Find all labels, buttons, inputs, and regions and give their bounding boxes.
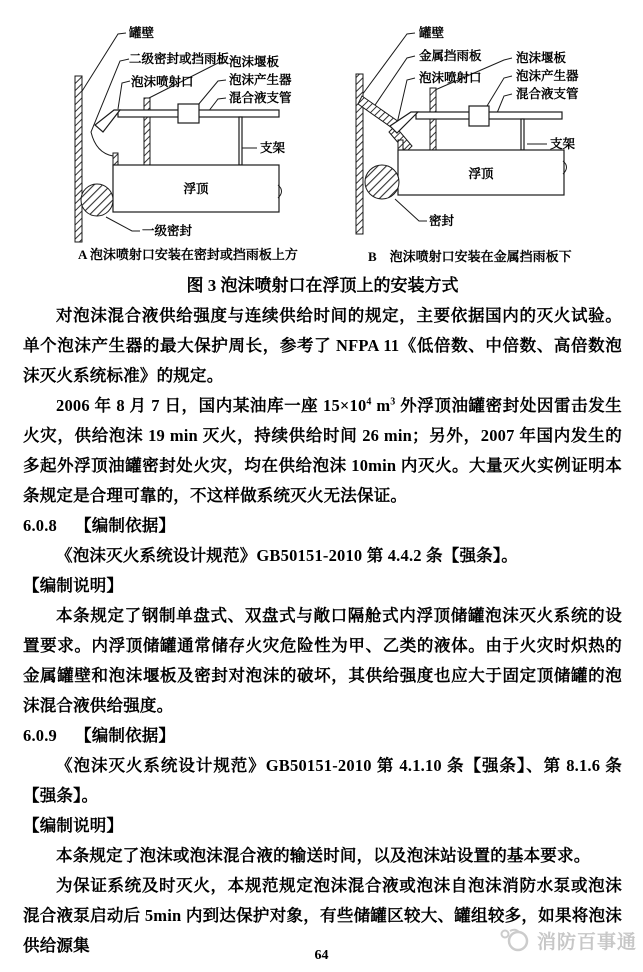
page-number: 64: [314, 948, 329, 963]
support: [239, 117, 242, 165]
body-content: [23, 271, 622, 961]
section-heading-609: [23, 721, 622, 751]
superscript: 4: [366, 396, 372, 408]
section-label: 【编制依据】: [75, 516, 176, 535]
paragraph-3: 《泡沫灭火系统设计规范》GB50151-2010 第 4.4.2 条【强条】。: [56, 546, 519, 565]
paragraph-4: 本条规定了钢制单盘式、双盘式与敞口隔舱式内浮顶储罐泡沫灭火系统的设置要求。内浮顶储罐通常储存火灾危险性为甲、乙类的液体。由于火灾时炽热的金属罐壁和泡沫堰板及密封对泡沫的破坏，其供给强度也应大于固定顶储罐的泡沫混合液供给强度。: [23, 606, 622, 715]
leader-foam-generator: [487, 76, 512, 106]
diagram-a-caption: A 泡沫喷射口安装在密封或挡雨板上方: [78, 247, 298, 262]
paragraph-7: 为保证系统及时灭火，本规范规定泡沫混合液或泡沫自泡沫消防水泵或泡沫混合液泵启动后 5min 内到达保护对象，有些储罐区较大、罐组较多，如果将泡沫供给源集: [23, 876, 622, 955]
leader-seal: [395, 199, 427, 221]
foam-generator: [178, 104, 199, 123]
label-tank-wall: 罐壁: [419, 26, 445, 40]
label-primary-seal: 一级密封: [142, 224, 193, 238]
section-label: 【编制依据】: [75, 726, 176, 745]
label-foam-dam: 泡沫堰板: [229, 55, 280, 69]
label-floating-roof: 浮顶: [468, 167, 494, 181]
label-floating-roof: 浮顶: [183, 182, 209, 196]
foam-generator: [469, 106, 489, 126]
primary-seal: [81, 184, 113, 216]
leader-metal-rain-shield: [371, 56, 415, 111]
label-foam-generator: 泡沫产生器: [229, 73, 292, 87]
diagram-b: [338, 10, 642, 277]
label-foam-outlet: 泡沫喷射口: [131, 75, 194, 89]
text-run: 外浮顶油罐密封处因雷击发生火灾，供给泡沫 19 min 灭火，持续供给时间 26 min；另外，2007 年国内发生的多起外浮顶油罐密封处火灾，均在供给泡沫 10min 内灭火。大量灭火实例证明本条规定是合理可靠的，不这样做系统灭火无法保证。: [23, 396, 622, 505]
label-foam-dam: 泡沫堰板: [516, 51, 567, 65]
foam-outlet-nozzle: [390, 112, 418, 133]
seal: [365, 165, 399, 199]
text-run: m: [371, 396, 391, 415]
leader-foam-outlet: [118, 81, 130, 109]
label-foam-outlet: 泡沫喷射口: [419, 71, 482, 85]
section-number: 6.0.9: [23, 726, 57, 745]
label-mixture-pipe: 混合液支管: [516, 87, 579, 101]
tank-wall: [75, 76, 82, 242]
explain-heading-1: 【编制说明】: [23, 576, 124, 595]
leader-mixture-pipe: [497, 94, 512, 113]
label-foam-generator: 泡沫产生器: [516, 69, 579, 83]
label-support: 支架: [260, 141, 286, 155]
foam-dam: [144, 98, 150, 165]
paragraph-6: 本条规定了泡沫或泡沫混合液的输送时间，以及泡沫站设置的基本要求。: [56, 846, 591, 865]
label-support: 支架: [550, 137, 576, 151]
label-mixture-pipe: 混合液支管: [229, 91, 292, 105]
section-number: 6.0.8: [23, 516, 57, 535]
paragraph-2: [23, 391, 622, 511]
figure-title: 图 3 泡沫喷射口在浮顶上的安装方式: [186, 276, 459, 295]
leader-secondary-seal: [91, 59, 129, 156]
roof-rim: [398, 140, 403, 150]
section-heading-608: [23, 511, 622, 541]
superscript: 3: [390, 396, 396, 408]
paragraph-5: 《泡沫灭火系统设计规范》GB50151-2010 第 4.1.10 条【强条】、第 8.1.6 条【强条】。: [23, 756, 622, 805]
explain-heading-2: 【编制说明】: [23, 816, 124, 835]
leader-foam-generator: [198, 80, 226, 105]
support: [521, 119, 524, 150]
text-run: 2006 年 8 月 7 日，国内某油库一座 15×10: [56, 396, 367, 415]
watermark-text: 消防百事通: [536, 931, 637, 953]
diagram-b-caption: B 泡沫喷射口安装在金属挡雨板下: [368, 249, 572, 264]
paragraph-1: 对泡沫混合液供给强度与连续供给时间的规定，主要依据国内的灭火试验。单个泡沫产生器的最大保护周长，参考了 NFPA 11《低倍数、中倍数、高倍数泡沫灭火系统标准》的规定。: [23, 306, 622, 385]
label-secondary-seal: 二级密封或挡雨板: [129, 52, 230, 66]
label-tank-wall: 罐壁: [129, 26, 155, 40]
roof-rim: [113, 153, 118, 165]
diagram-a: [56, 10, 360, 277]
label-metal-rain-shield: 金属挡雨板: [419, 49, 482, 63]
leader-primary-seal: [106, 217, 140, 231]
label-seal: 密封: [429, 214, 455, 228]
